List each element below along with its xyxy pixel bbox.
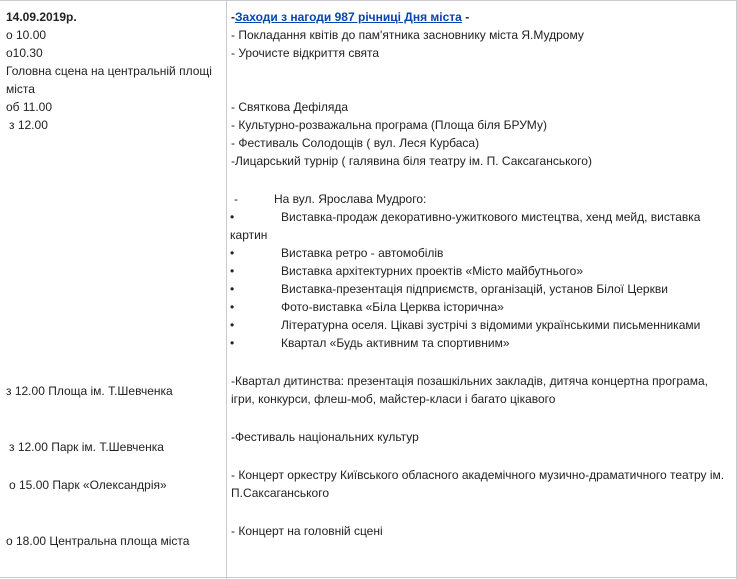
anniversary-events-link[interactable]: Заходи з нагоди 987 річниці Дня міста: [235, 10, 462, 24]
bullet-icon: •: [230, 282, 235, 296]
flowers-laying: - Покладання квітів до пам'ятника засновнику міста Я.Мудрому: [231, 28, 584, 42]
bullet-icon: •: [230, 300, 235, 314]
central-square-time: о 18.00 Центральна площа міста: [6, 534, 190, 548]
exhibition-item: Виставка архітектурних проектів «Місто майбутнього»: [281, 264, 583, 278]
sweets-festival: - Фестиваль Солодощів ( вул. Леся Курбаса): [231, 136, 480, 150]
shevchenko-park-time: з 12.00 Парк ім. Т.Шевченка: [9, 440, 164, 454]
time-column: [0, 0, 227, 579]
street-header-dash: -: [234, 192, 238, 206]
main-stage-concert: - Концерт на головній сцені: [231, 524, 383, 538]
bullet-icon: •: [230, 336, 235, 350]
exhibition-item: Виставка-презентація підприємств, організацій, установ Білої Церкви: [281, 282, 668, 296]
festive-defilade: - Святкова Дефіляда: [231, 100, 349, 114]
exhibition-item: Літературна оселя. Цікаві зустрічі з відомими українськими письменниками: [281, 318, 701, 332]
cultural-program: - Культурно-розважальна програма (Площа біля БРУМу): [231, 118, 547, 132]
orchestra-concert-wrap: П.Саксаганського: [231, 486, 330, 500]
shevchenko-square-time: з 12.00 Площа ім. Т.Шевченка: [6, 384, 173, 398]
exhibition-item: Квартал «Будь активним та спортивним»: [281, 336, 510, 350]
main-stage-location: Головна сцена на центральній площі: [6, 64, 212, 78]
childhood-quarter: -Квартал дитинства: презентація позашкільних закладів, дитяча концертна програма,: [231, 374, 708, 388]
bullet-icon: •: [230, 318, 235, 332]
bullet-icon: •: [230, 246, 235, 260]
events-column: [228, 0, 737, 579]
street-header: На вул. Ярослава Мудрого:: [274, 192, 427, 206]
heading-suffix: -: [461, 10, 470, 24]
festive-opening: - Урочисте відкриття свята: [231, 46, 380, 60]
event-date: 14.09.2019р.: [6, 10, 77, 24]
childhood-quarter-wrap: ігри, конкурси, флеш-моб, майстер-класи і багато цікавого: [231, 392, 556, 406]
exhibition-item: Виставка-продаж декоративно-ужиткового мистецтва, хенд мейд, виставка: [281, 210, 701, 224]
oleksandria-park-time: о 15.00 Парк «Олександрія»: [9, 478, 167, 492]
bullet-icon: •: [230, 264, 235, 278]
exhibition-item-wrap: картин: [230, 228, 268, 242]
bullet-icon: •: [230, 210, 235, 224]
knights-tournament: -Лицарський турнір ( галявина біля театру ім. П. Саксаганського): [231, 154, 592, 168]
exhibition-item: Фото-виставка «Біла Церква історична»: [281, 300, 504, 314]
events-heading: [231, 8, 469, 26]
time-11-00: об 11.00: [6, 100, 53, 114]
time-10-00: о 10.00: [6, 28, 47, 42]
time-10-30: о10.30: [6, 46, 43, 60]
time-12-00: з 12.00: [9, 118, 48, 132]
exhibition-item: Виставка ретро - автомобілів: [281, 246, 444, 260]
national-cultures-festival: -Фестиваль національних культур: [231, 430, 419, 444]
heading-prefix: -: [231, 10, 235, 24]
orchestra-concert: - Концерт оркестру Київського обласного академічного музично-драматичного театру ім.: [231, 468, 725, 482]
main-stage-location-wrap: міста: [6, 82, 35, 96]
